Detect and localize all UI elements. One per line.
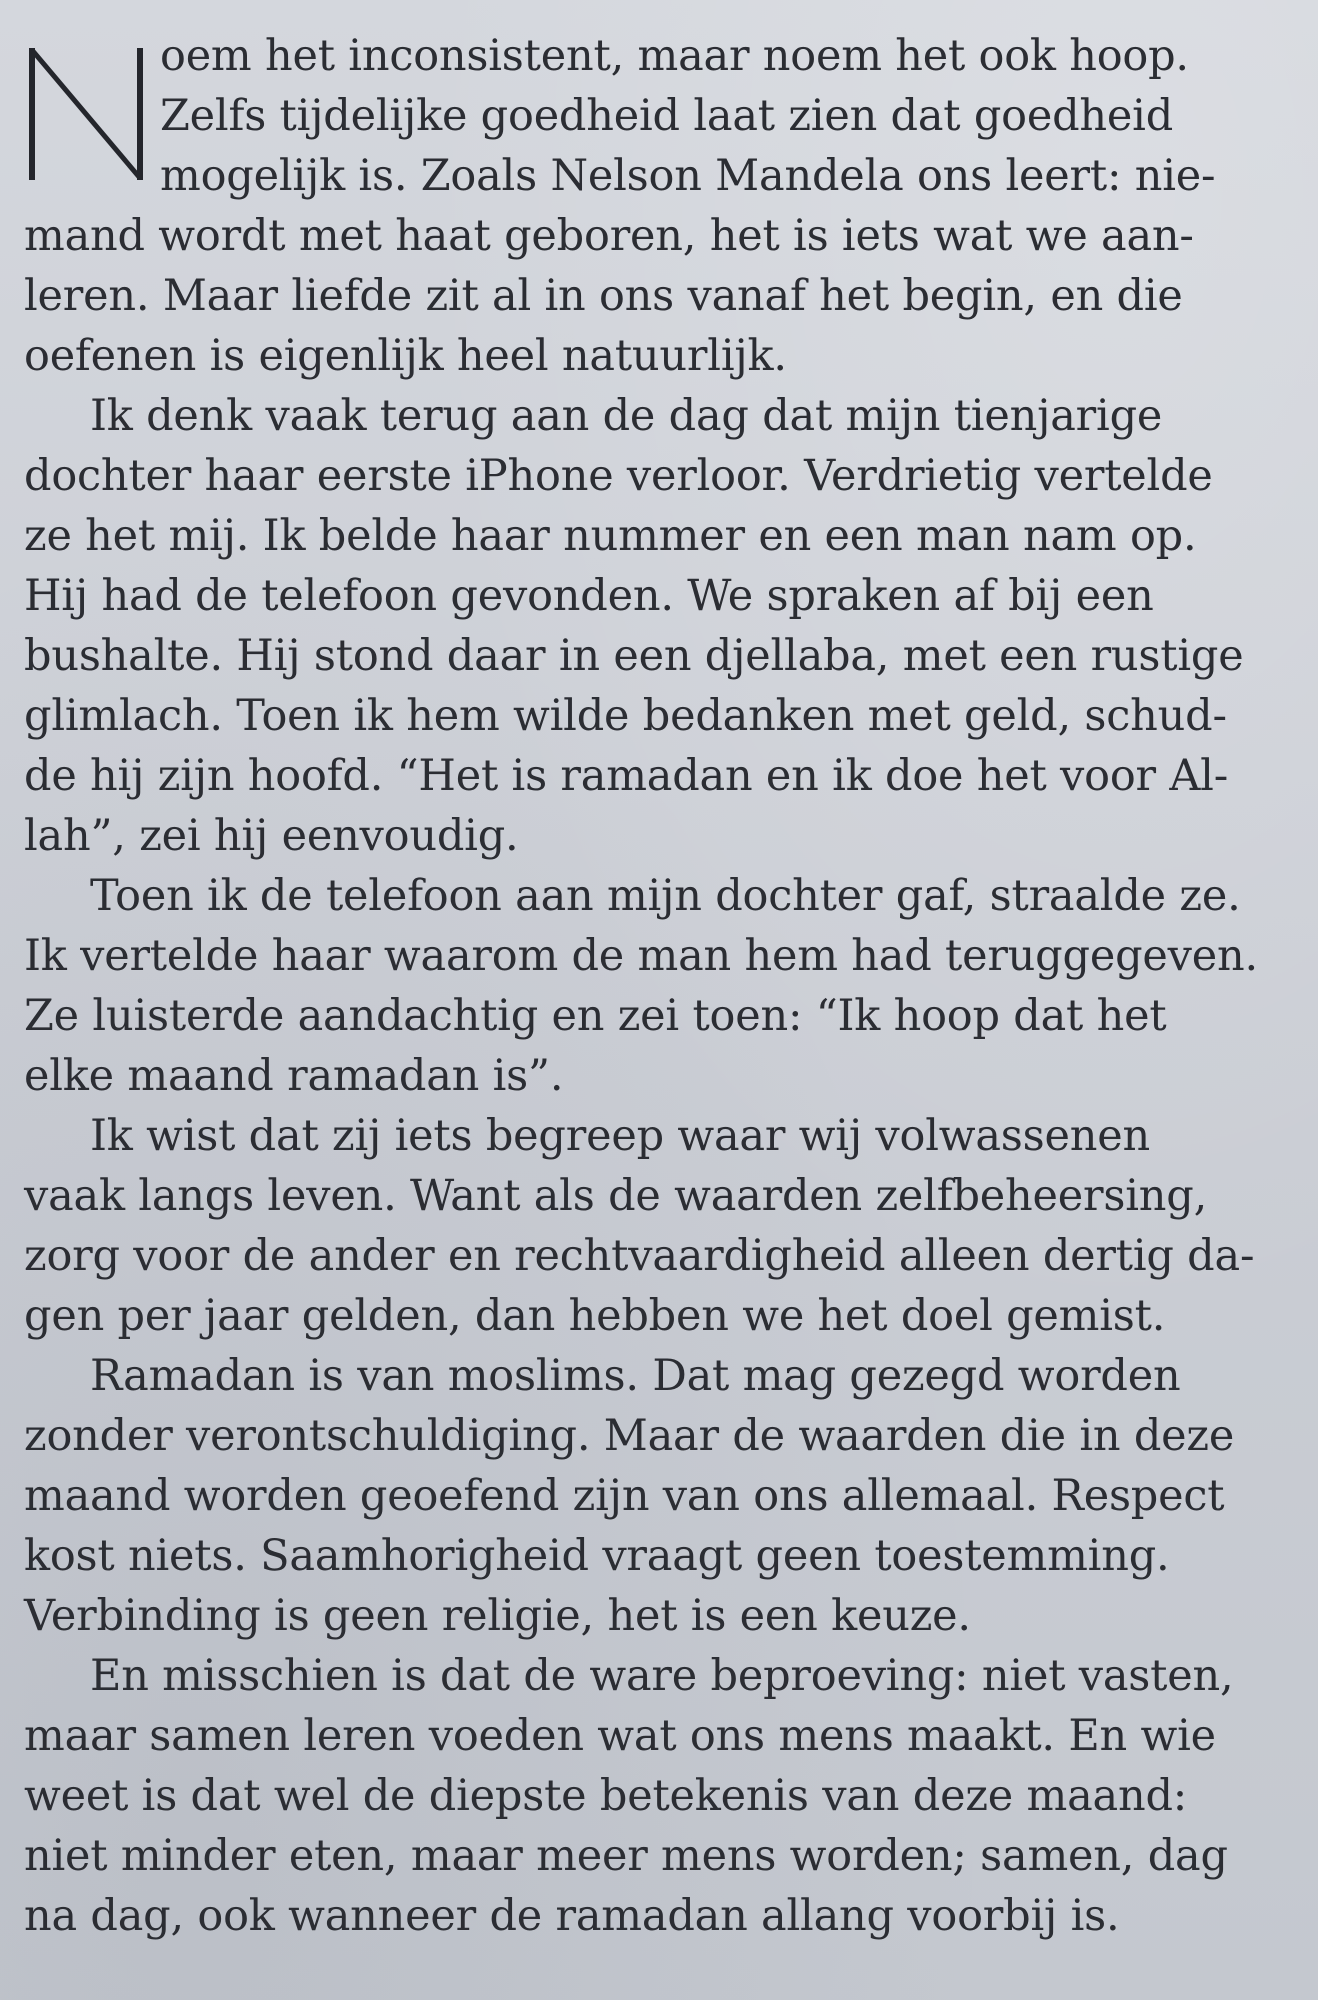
text-line: kost niets. Saamhorigheid vraagt geen toestemming. xyxy=(24,1531,1170,1581)
text-line: Hij had de telefoon gevonden. We spraken af bij een xyxy=(24,571,1154,621)
text-line: Zelfs tijdelijke goedheid laat zien dat goedheid xyxy=(160,91,1174,141)
text-line: glimlach. Toen ik hem wilde bedanken met geld, schud- xyxy=(24,691,1227,741)
text-line: En misschien is dat de ware beproeving: niet vasten, xyxy=(90,1651,1234,1701)
text-line: dochter haar eerste iPhone verloor. Verdrietig vertelde xyxy=(24,451,1213,501)
text-line: Toen ik de telefoon aan mijn dochter gaf, straalde ze. xyxy=(90,871,1241,921)
text-line: elke maand ramadan is”. xyxy=(24,1051,564,1101)
text-line: oem het inconsistent, maar noem het ook hoop. xyxy=(160,31,1189,81)
text-line: mand wordt met haat geboren, het is iets wat we aan- xyxy=(24,211,1194,261)
text-line: zorg voor de ander en rechtvaardigheid alleen dertig da- xyxy=(24,1231,1255,1281)
text-line: Ze luisterde aandachtig en zei toen: “Ik hoop dat het xyxy=(24,991,1167,1041)
text-line: maar samen leren voeden wat ons mens maakt. En wie xyxy=(24,1711,1216,1761)
text-line: Ik denk vaak terug aan de dag dat mijn tienjarige xyxy=(90,391,1163,441)
text-line: Ramadan is van moslims. Dat mag gezegd worden xyxy=(90,1351,1181,1401)
text-line: maand worden geoefend zijn van ons allemaal. Respect xyxy=(24,1471,1225,1521)
text-line: na dag, ook wanneer de ramadan allang voorbij is. xyxy=(24,1891,1120,1941)
text-line: ze het mij. Ik belde haar nummer en een man nam op. xyxy=(24,511,1197,561)
drop-cap-glyph xyxy=(26,44,154,184)
text-line: Ik wist dat zij iets begreep waar wij volwassenen xyxy=(90,1111,1151,1161)
drop-cap-letter xyxy=(26,44,154,184)
text-line: zonder verontschuldiging. Maar de waarden die in deze xyxy=(24,1411,1235,1461)
text-line: leren. Maar liefde zit al in ons vanaf het begin, en die xyxy=(24,271,1183,321)
text-line: niet minder eten, maar meer mens worden; samen, dag xyxy=(24,1831,1228,1881)
text-line: mogelijk is. Zoals Nelson Mandela ons leert: nie- xyxy=(160,151,1216,201)
text-line: lah”, zei hij eenvoudig. xyxy=(24,811,519,861)
text-line: gen per jaar gelden, dan hebben we het doel gemist. xyxy=(24,1291,1166,1341)
text-line: bushalte. Hij stond daar in een djellaba, met een rustige xyxy=(24,631,1244,681)
text-line: vaak langs leven. Want als de waarden zelfbeheersing, xyxy=(24,1171,1208,1221)
text-line: oefenen is eigenlijk heel natuurlijk. xyxy=(24,331,787,381)
text-line: Ik vertelde haar waarom de man hem had teruggegeven. xyxy=(24,931,1258,981)
text-line: de hij zijn hoofd. “Het is ramadan en ik doe het voor Al- xyxy=(24,751,1229,801)
text-line: weet is dat wel de diepste betekenis van deze maand: xyxy=(24,1771,1188,1821)
text-line: Verbinding is geen religie, het is een keuze. xyxy=(24,1591,971,1641)
